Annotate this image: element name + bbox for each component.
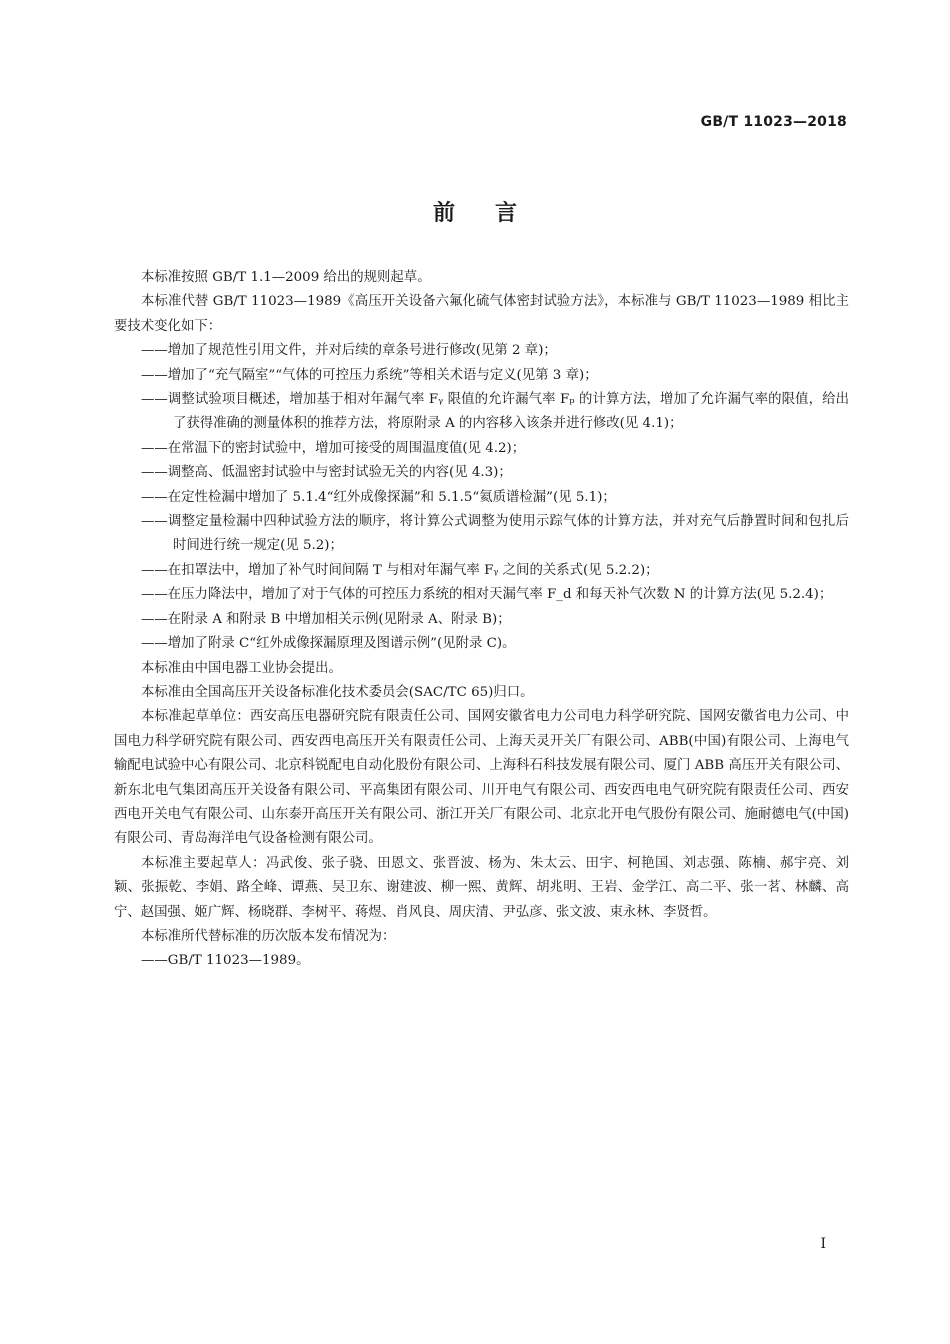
- history-intro-paragraph: 本标准所代替标准的历次版本发布情况为：: [141, 928, 396, 944]
- proposed-by-paragraph: 本标准由中国电器工业协会提出。: [141, 660, 342, 676]
- change-item: ——增加了“充气隔室”“气体的可控压力系统”等相关术语与定义(见第 3 章)；: [141, 367, 598, 383]
- change-item: ——调整高、低温密封试验中与密封试验无关的内容(见 4.3)；: [141, 465, 512, 481]
- change-item: ——在扣罩法中，增加了补气时间间隔 T 与相对年漏气率 Fᵧ 之间的关系式(见 5.2.2)；: [141, 562, 659, 578]
- intro-paragraph: 本标准按照 GB/T 1.1—2009 给出的规则起草。: [141, 270, 431, 285]
- standard-number: GB/T 11023—2018: [700, 114, 847, 130]
- change-item: ——增加了规范性引用文件，并对后续的章条号进行修改(见第 2 章)；: [141, 343, 557, 359]
- managed-by-paragraph: 本标准由全国高压开关设备标准化技术委员会(SAC/TC 65)归口。: [141, 684, 534, 700]
- change-item: ——在定性检漏中增加了 5.1.4“红外成像探漏”和 5.1.5“氦质谱检漏”(见 5.1)；: [141, 489, 616, 505]
- change-item: ——在压力降法中，增加了对于气体的可控压力系统的相对天漏气率 F_d 和每天补气次数 N 的计算方法(见 5.2.4)；: [141, 587, 833, 603]
- page-number: I: [820, 1236, 826, 1252]
- drafting-units-paragraph: 本标准起草单位：西安高压电器研究院有限责任公司、国网安徽省电力公司电力科学研究院、国网安徽省电力公司、中国电力科学研究院有限公司、西安西电高压开关有限责任公司、上海天灵开关厂有限公司、ABB(中国)有限公司、上海电气输配电试验中心有限公司、北京科锐配电自动化股份有限公司、上海科石科技发展有限公司、厦门 ABB 高压开关有限公司、新东北电气集团高压开关设备有限公司、平高集团有限公司、川开电气有限公司、西安西电电气研究院有限责任公司、西安西电开关电气有限公司、山东泰开高压开关有限公司、浙江开关厂有限公司、北京北开电气股份有限公司、施耐德电气(中国)有限公司、青岛海洋电气设备检测有限公司。: [114, 709, 849, 847]
- intro-paragraph: 本标准代替 GB/T 11023—1989《高压开关设备六氟化硫气体密封试验方法》，本标准与 GB/T 11023—1989 相比主要技术变化如下：: [114, 294, 849, 334]
- history-item: ——GB/T 11023—1989。: [141, 953, 310, 969]
- change-item: ——调整定量检漏中四种试验方法的顺序，将计算公式调整为使用示踪气体的计算方法，并对充气后静置时间和包扎后时间进行统一规定(见 5.2)；: [141, 514, 849, 554]
- page-title: 前言: [432, 201, 557, 226]
- change-item: ——增加了附录 C“红外成像探漏原理及图谱示例”(见附录 C)。: [141, 636, 516, 652]
- change-item: ——在常温下的密封试验中，增加可接受的周围温度值(见 4.2)；: [141, 440, 526, 456]
- drafters-paragraph: 本标准主要起草人：冯武俊、张子骁、田恩文、张晋波、杨为、朱太云、田宇、柯艳国、刘志强、陈楠、郝宇亮、刘颖、张振乾、李娟、路全峰、谭燕、吴卫东、谢建波、柳一熙、黄辉、胡兆明、王岩、金学江、高二平、张一茗、林麟、高宁、赵国强、姬广辉、杨晓群、李树平、蒋煜、肖风良、周庆清、尹弘彦、张文波、束永林、李贤哲。: [114, 855, 849, 920]
- change-item: ——在附录 A 和附录 B 中增加相关示例(见附录 A、附录 B)；: [141, 611, 511, 627]
- change-item: ——调整试验项目概述，增加基于相对年漏气率 Fᵧ 限值的允许漏气率 Fₚ 的计算方法，增加了允许漏气率的限值，给出了获得准确的测量体积的推荐方法，将原附录 A 的内容移入该条并进行修改(见 4.1)；: [141, 392, 849, 432]
- foreword-body: [114, 266, 849, 974]
